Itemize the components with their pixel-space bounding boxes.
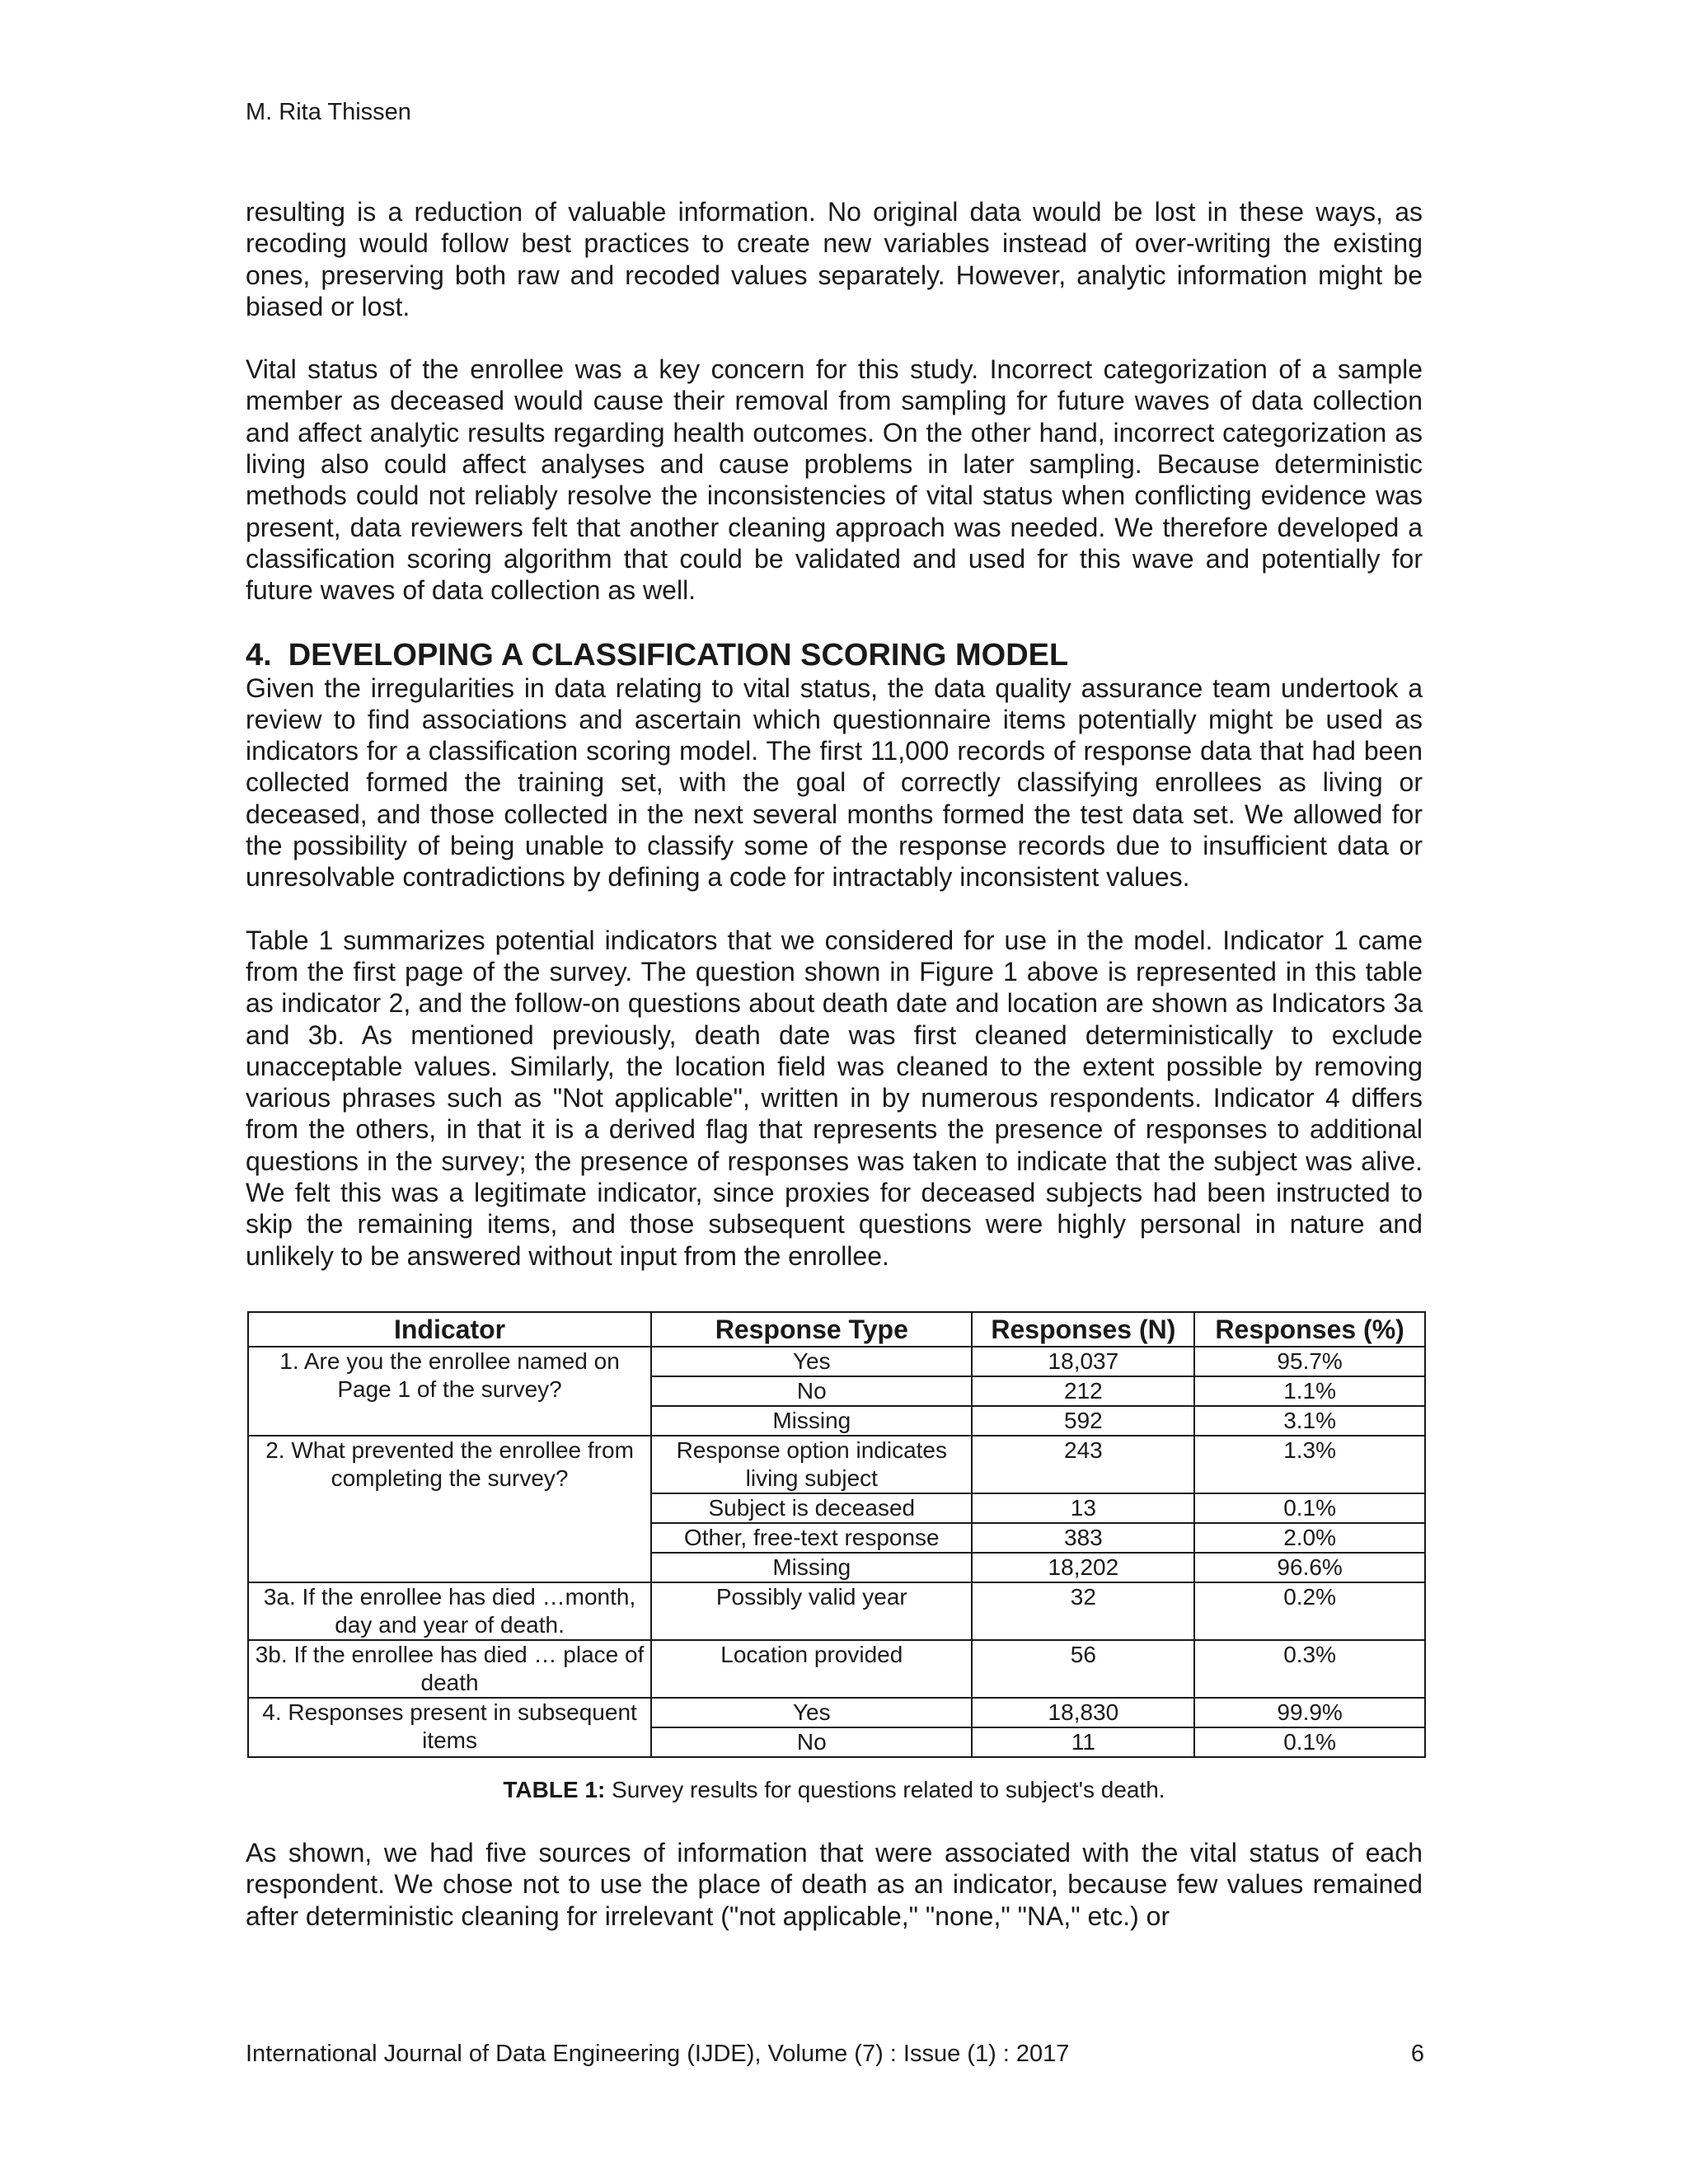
paragraph-4: Table 1 summarizes potential indicators that we considered for use in the model. Indicator 1 came from the first page of the survey. The question shown in Figure 1 above is represented in this table as indicator 2, and the follow-on questions about death date and location are shown as Indicators 3a and 3b. As mentioned previously, death date was first cleaned deterministically to exclude unacceptable values. Similarly, the location field was cleaned to the extent possible by removing various phrases such as "Not applicable", written in by numerous respondents. Indicator 4 differs from the others, in that it is a derived flag that represents the presence of responses to additional questions in the survey; the presence of responses was taken to indicate that the subject was alive. We felt this was a legitimate indicator, since proxies for deceased subjects had been instructed to skip the remaining items, and those subsequent questions were highly personal in nature and unlikely to be answered without input from the enrollee. (246, 925, 1423, 1271)
header-response-type: Response Type (651, 1312, 972, 1347)
running-header-author: M. Rita Thissen (246, 99, 411, 125)
responses-pct-cell: 2.0% (1194, 1523, 1425, 1553)
indicator-cell: 2. What prevented the enrollee from completing the survey? (248, 1436, 651, 1582)
indicator-cell: 1. Are you the enrollee named on Page 1 of the survey? (248, 1347, 651, 1436)
table-caption (246, 1776, 1423, 1804)
header-indicator: Indicator (248, 1312, 651, 1347)
responses-pct-cell: 0.1% (1194, 1727, 1425, 1757)
responses-pct-cell: 1.3% (1194, 1436, 1425, 1493)
responses-n-cell: 11 (972, 1727, 1194, 1757)
response-type-cell: No (651, 1727, 972, 1757)
table-row (248, 1347, 1425, 1376)
header-responses-pct: Responses (%) (1194, 1312, 1425, 1347)
responses-n-cell: 56 (972, 1640, 1194, 1698)
table-row (248, 1698, 1425, 1727)
response-type-cell: Missing (651, 1406, 972, 1436)
paragraph-3: Given the irregularities in data relating to vital status, the data quality assurance team undertook a review to find associations and ascertain which questionnaire items potentially might be used as indicators for a classification scoring model. The first 11,000 records of response data that had been collected formed the training set, with the goal of correctly classifying enrollees as living or deceased, and those collected in the next several months formed the test data set. We allowed for the possibility of being unable to classify some of the response records due to insufficient data or unresolvable contradictions by defining a code for intractably inconsistent values. (246, 673, 1423, 893)
responses-pct-cell: 99.9% (1194, 1698, 1425, 1727)
responses-n-cell: 243 (972, 1436, 1194, 1493)
response-type-cell: No (651, 1376, 972, 1406)
responses-pct-cell: 0.3% (1194, 1640, 1425, 1698)
response-type-cell: Other, free-text response (651, 1523, 972, 1553)
response-type-cell: Response option indicates living subject (651, 1436, 972, 1493)
footer-page-number: 6 (1410, 2041, 1424, 2067)
indicator-cell: 4. Responses present in subsequent items (248, 1698, 651, 1757)
responses-n-cell: 212 (972, 1376, 1194, 1406)
header-responses-n: Responses (N) (972, 1312, 1194, 1347)
responses-n-cell: 18,037 (972, 1347, 1194, 1376)
response-type-cell: Location provided (651, 1640, 972, 1698)
responses-n-cell: 18,830 (972, 1698, 1194, 1727)
main-content (246, 196, 1423, 1963)
table-row (248, 1582, 1425, 1640)
paragraph-1: resulting is a reduction of valuable information. No original data would be lost in these ways, as recoding would follow best practices to create new variables instead of over-writing the existing ones, preserving both raw and recoded values separately. However, analytic information might be biased or lost. (246, 197, 1423, 321)
indicator-cell: 3b. If the enrollee has died … place of death (248, 1640, 651, 1698)
responses-pct-cell: 1.1% (1194, 1376, 1425, 1406)
responses-pct-cell: 0.2% (1194, 1582, 1425, 1640)
table-row (248, 1436, 1425, 1493)
footer-journal: International Journal of Data Engineering (IJDE), Volume (7) : Issue (1) : 2017 (246, 2041, 1070, 2067)
page-footer (246, 2039, 1424, 2069)
response-type-cell: Yes (651, 1347, 972, 1376)
responses-pct-cell: 0.1% (1194, 1493, 1425, 1523)
results-table (247, 1311, 1426, 1758)
section-heading (246, 636, 1423, 673)
table-caption-label: TABLE 1: (503, 1776, 606, 1802)
indicator-cell: 3a. If the enrollee has died …month, day and year of death. (248, 1582, 651, 1640)
responses-n-cell: 18,202 (972, 1553, 1194, 1582)
response-type-cell: Subject is deceased (651, 1493, 972, 1523)
response-type-cell: Missing (651, 1553, 972, 1582)
responses-pct-cell: 95.7% (1194, 1347, 1425, 1376)
response-type-cell: Possibly valid year (651, 1582, 972, 1640)
responses-n-cell: 13 (972, 1493, 1194, 1523)
table-caption-text: Survey results for questions related to subject's death. (612, 1776, 1165, 1802)
paragraph-5: As shown, we had five sources of information that were associated with the vital status of each respondent. We chose not to use the place of death as an indicator, because few values remained after deterministic cleaning for irrelevant ("not applicable," "none," "NA," etc.) or (246, 1837, 1423, 1931)
section-title: DEVELOPING A CLASSIFICATION SCORING MODEL (288, 637, 1069, 673)
responses-pct-cell: 3.1% (1194, 1406, 1425, 1436)
table-header-row (248, 1312, 1425, 1347)
table-row (248, 1640, 1425, 1698)
paragraph-2: Vital status of the enrollee was a key concern for this study. Incorrect categorization of a sample member as deceased would cause their removal from sampling for future waves of data collection and affect analytic results regarding health outcomes. On the other hand, incorrect categorization as living also could affect analyses and cause problems in later sampling. Because deterministic methods could not reliably resolve the inconsistencies of vital status when conflicting evidence was present, data reviewers felt that another cleaning approach was needed. We therefore developed a classification scoring algorithm that could be validated and used for this wave and potentially for future waves of data collection as well. (246, 354, 1423, 606)
responses-n-cell: 383 (972, 1523, 1194, 1553)
response-type-cell: Yes (651, 1698, 972, 1727)
section-number: 4. (246, 637, 272, 673)
responses-n-cell: 592 (972, 1406, 1194, 1436)
responses-pct-cell: 96.6% (1194, 1553, 1425, 1582)
responses-n-cell: 32 (972, 1582, 1194, 1640)
